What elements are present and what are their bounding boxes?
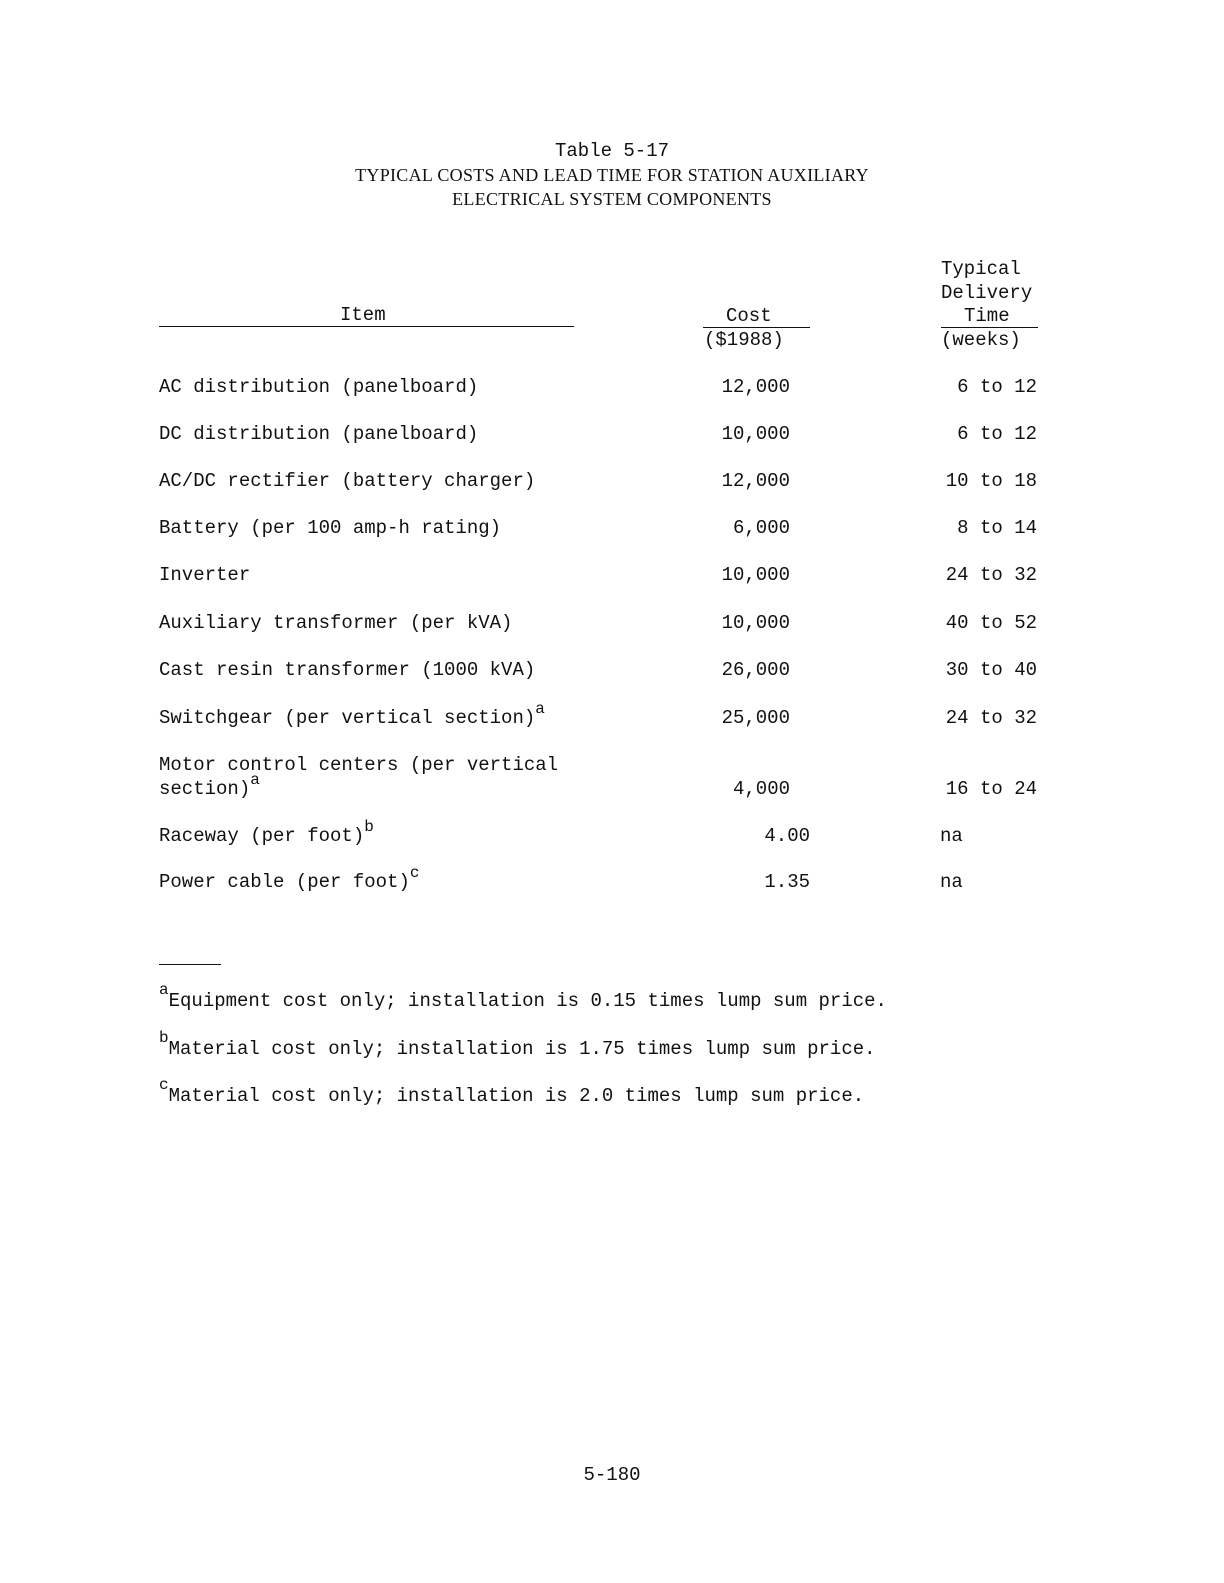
row-item-with-note [159, 864, 420, 894]
footnote-b [159, 1029, 876, 1061]
row-time: 24 to 32 [945, 707, 1037, 729]
row-time: 24 to 32 [945, 564, 1037, 586]
row-time: 16 to 24 [945, 778, 1037, 800]
header-time-line-1: Typical [941, 258, 1021, 280]
row-item: AC/DC rectifier (battery charger) [159, 470, 536, 492]
footnote-text: Material cost only; installation is 2.0 times lump sum price. [168, 1085, 865, 1107]
table-number: Table 5-17 [554, 140, 670, 162]
footnote-text: Material cost only; installation is 1.75 times lump sum price. [168, 1038, 876, 1060]
row-time: na [940, 825, 963, 847]
row-cost: 4,000 [732, 778, 790, 800]
header-item-rule [159, 326, 574, 327]
row-item: DC distribution (panelboard) [159, 423, 479, 445]
row-cost: 12,000 [721, 376, 790, 398]
header-time-rule [941, 327, 1038, 328]
row-cost: 12,000 [721, 470, 790, 492]
header-time-line-3: Time [964, 305, 1010, 327]
row-item: AC distribution (panelboard) [159, 376, 479, 398]
footnote-mark: a [159, 981, 169, 999]
row-time: 8 to 14 [957, 517, 1037, 539]
row-cost: 26,000 [721, 659, 790, 681]
header-time-unit: (weeks) [941, 329, 1021, 351]
footnote-mark: b [159, 1029, 169, 1047]
row-item: Power cable (per foot) [159, 871, 410, 893]
row-cost: 25,000 [721, 707, 790, 729]
row-time: 6 to 12 [957, 423, 1037, 445]
row-time: 40 to 52 [945, 612, 1037, 634]
header-item: Item [340, 304, 386, 326]
row-item: Raceway (per foot) [159, 825, 365, 847]
row-cost: 10,000 [721, 564, 790, 586]
row-item: Switchgear (per vertical section) [159, 707, 536, 729]
row-item: Auxiliary transformer (per kVA) [159, 612, 513, 634]
footnote-mark: a [250, 771, 260, 789]
row-time: 10 to 18 [945, 470, 1037, 492]
header-cost-rule [703, 327, 810, 328]
row-item-with-note [159, 818, 374, 848]
row-cost: 10,000 [721, 423, 790, 445]
footnote-mark: c [159, 1076, 169, 1094]
row-item: Cast resin transformer (1000 kVA) [159, 659, 536, 681]
footnote-mark: c [409, 864, 420, 882]
row-item-with-note [159, 771, 260, 801]
row-item: Battery (per 100 amp-h rating) [159, 517, 502, 539]
row-time: 30 to 40 [945, 659, 1037, 681]
row-cost: 10,000 [721, 612, 790, 634]
table-title-line-1: TYPICAL COSTS AND LEAD TIME FOR STATION AUXILIARY [355, 165, 869, 185]
page-number: 5-180 [583, 1464, 641, 1486]
table-title [0, 139, 1224, 211]
footnote-mark: b [364, 818, 374, 836]
row-cost: 6,000 [732, 517, 790, 539]
table-title-line-2: ELECTRICAL SYSTEM COMPONENTS [452, 189, 772, 209]
row-item-line-2: section) [159, 778, 251, 800]
row-item-line-1: Motor control centers (per vertical [159, 754, 559, 776]
footnote-c [159, 1076, 865, 1108]
row-cost: 1.35 [764, 871, 810, 893]
header-cost-unit: ($1988) [704, 329, 784, 351]
header-cost: Cost [726, 305, 772, 327]
footnote-mark: a [535, 700, 545, 718]
footnote-a [159, 981, 887, 1013]
footnote-divider [159, 964, 221, 965]
row-time: 6 to 12 [957, 376, 1037, 398]
header-time-line-2: Delivery [941, 282, 1033, 304]
row-cost: 4.00 [764, 825, 810, 847]
footnote-text: Equipment cost only; installation is 0.15 times lump sum price. [168, 990, 887, 1012]
row-time: na [940, 871, 963, 893]
row-item-with-note [159, 700, 545, 730]
row-item: Inverter [159, 564, 251, 586]
